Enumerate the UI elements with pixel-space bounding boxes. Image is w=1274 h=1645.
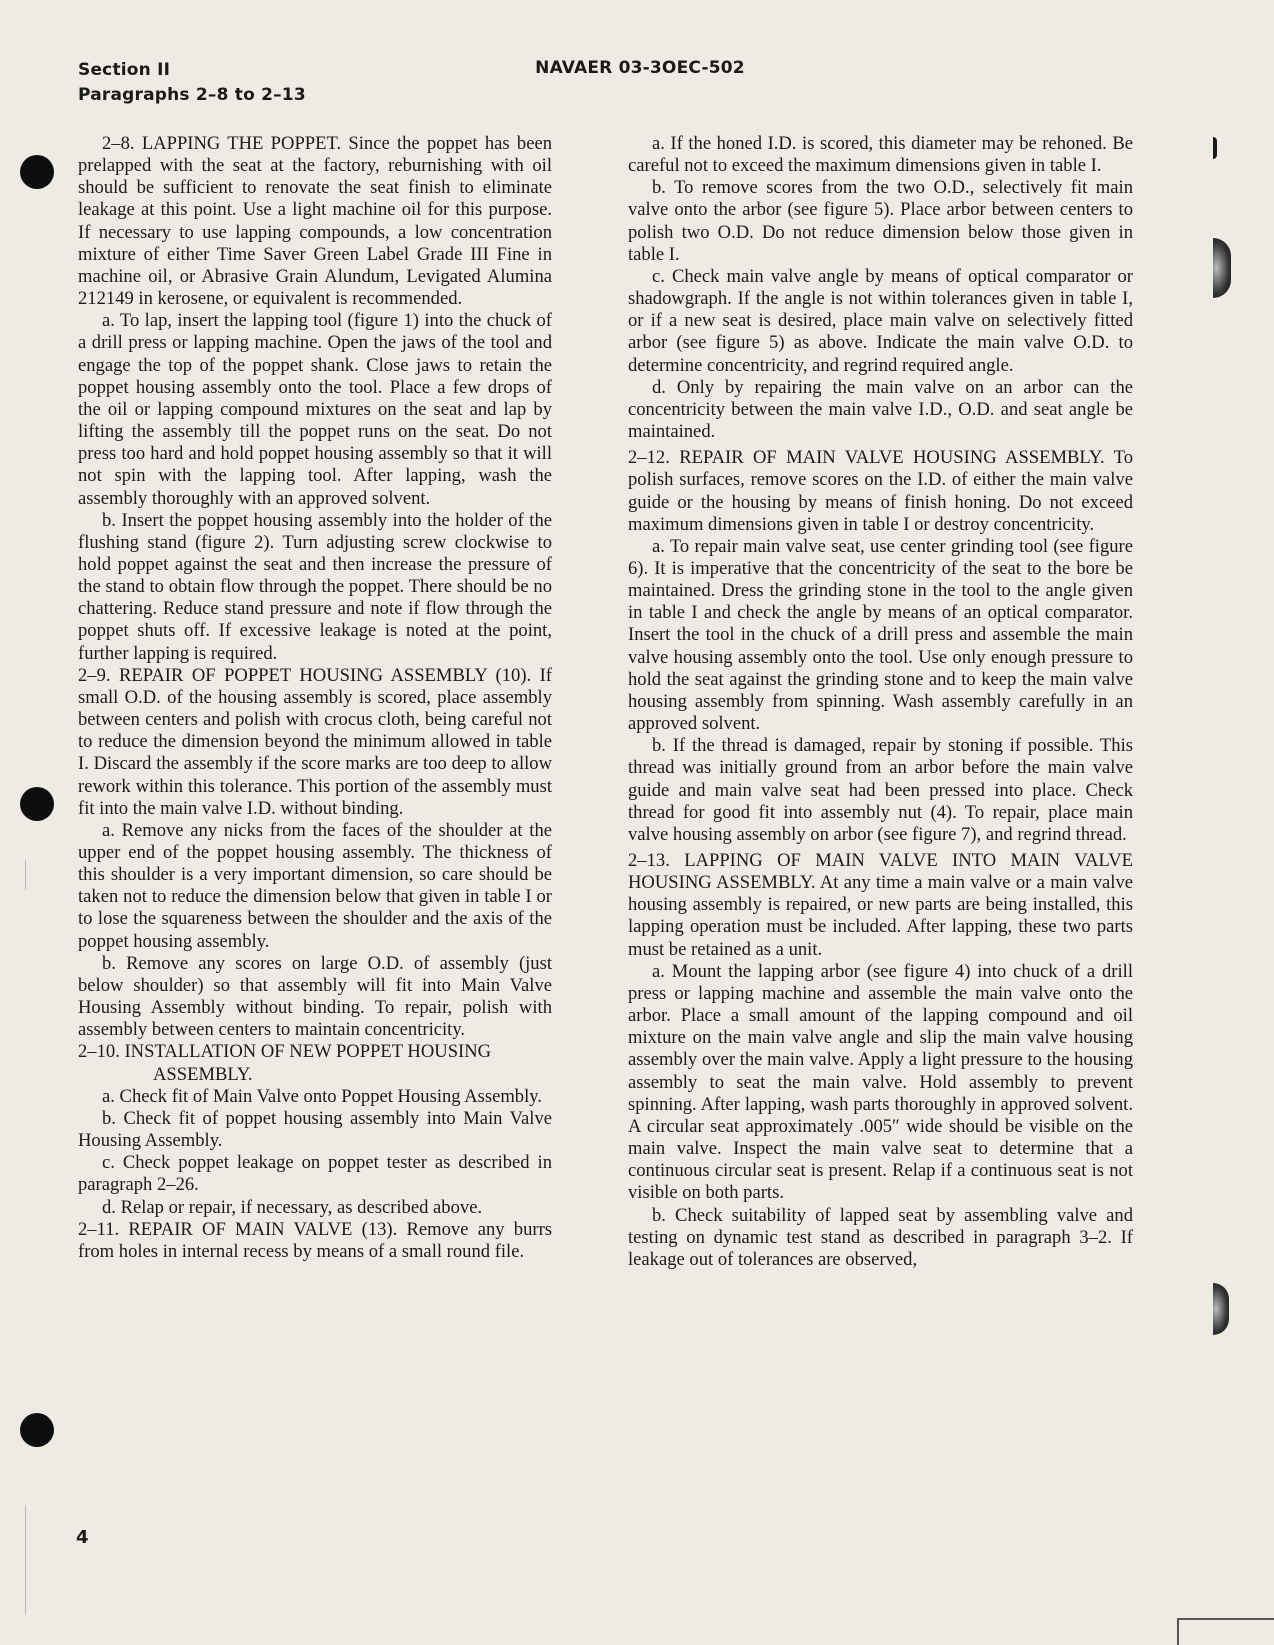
paragraph-2-8-b: b. Insert the poppet housing assembly into the holder of the flushing stand (figure 2). Turn adjusting screw clockwise to hold poppet against the seat and then increase the pressure of the stand to obtain flow through the poppet. There should be no chattering. Reduce stand pressure and note if flow through the poppet shuts off. If excessive leakage is noted at the point, further lapping is required. xyxy=(78,509,552,664)
paragraph-2-8-a: a. To lap, insert the lapping tool (figure 1) into the chuck of a drill press or lapping machine. Open the jaws of the tool and engage the top of the poppet shank. Close jaws to retain the poppet housing assembly onto the tool. Place a few drops of the oil or lapping compound mixtures on the seat and lap by lifting the assembly till the poppet runs on the seat. Do not press too hard and hold poppet housing assembly so that it will not spin with the lapping tool. After lapping, wash the assembly thoroughly with an approved solvent. xyxy=(78,310,552,509)
paragraph-2-11-d: d. Only by repairing the main valve on an arbor can the concentricity between the main valve I.D., O.D. and seat angle be maintained. xyxy=(628,376,1133,443)
paragraph-2-10-c: c. Check poppet leakage on poppet tester as described in paragraph 2–26. xyxy=(78,1152,552,1196)
section-title: Section II xyxy=(78,60,171,80)
right-column xyxy=(628,133,1133,1271)
paragraph-2-11-a: a. If the honed I.D. is scored, this diameter may be rehoned. Be careful not to exceed the maximum dimensions given in table I. xyxy=(628,133,1133,177)
page-number: 4 xyxy=(76,1527,89,1548)
margin-line xyxy=(25,860,26,890)
paragraph-2-12: 2–12. REPAIR OF MAIN VALVE HOUSING ASSEMBLY. To polish surfaces, remove scores on the I.D. of either the main valve guide or the housing by means of finish honing. Do not exceed maximum dimensions given in table I or destroy concentricity. xyxy=(628,447,1133,535)
paragraph-2-10-a: a. Check fit of Main Valve onto Poppet Housing Assembly. xyxy=(102,1085,543,1107)
paragraph-2-12-b: b. If the thread is damaged, repair by stoning if possible. This thread was initially ground from an arbor before the main valve guide and main valve seat had been pressed into place. Check thread for good fit into assembly nut (4). To repair, place main valve housing assembly on arbor (see figure 7), and regrind thread. xyxy=(628,735,1133,845)
punch-mark-icon xyxy=(1213,1283,1229,1335)
paragraph-2-12-a: a. To repair main valve seat, use center grinding tool (see figure 6). It is imperative that the concentricity of the seat to the bore be maintained. Dress the grinding stone in the tool to the angle given in table I and check the angle by means of an optical comparator. Insert the tool in the chuck of a drill press and assemble the main valve housing assembly onto the tool. Use only enough pressure to hold the seat against the grinding stone and to keep the main valve housing assembly from spinning. Wash assembly carefully in an approved solvent. xyxy=(628,535,1133,735)
section-header xyxy=(78,58,306,108)
punch-mark-icon xyxy=(1213,238,1231,298)
document-number: NAVAER 03-3OEC-502 xyxy=(535,58,745,78)
paragraph-2-9: 2–9. REPAIR OF POPPET HOUSING ASSEMBLY (10). If small O.D. of the housing assembly is scored, place assembly between centers and polish with crocus cloth, being careful not to reduce the dimension beyond the minimum allowed in table I. Discard the assembly if the score marks are too deep to allow rework within this tolerance. This portion of the assembly must fit into the main valve I.D. without binding. xyxy=(78,664,552,819)
paragraph-2-11-b: b. To remove scores from the two O.D., selectively fit main valve onto the arbor (see figure 5). Place arbor between centers to polish two O.D. Do not reduce dimension below those given in table I. xyxy=(628,177,1133,265)
paragraph-2-13: 2–13. LAPPING OF MAIN VALVE INTO MAIN VALVE HOUSING ASSEMBLY. At any time a main valve or a main valve housing assembly is repaired, or new parts are being installed, this lapping operation must be included. After lapping, these two parts must be retained as a unit. xyxy=(628,850,1133,960)
paragraph-2-13-b: b. Check suitability of lapped seat by assembling valve and testing on dynamic test stand as described in paragraph 3–2. If leakage out of tolerances are observed, xyxy=(628,1204,1133,1270)
margin-line xyxy=(25,1505,26,1615)
heading-2-10: 2–10. INSTALLATION OF NEW POPPET HOUSING ASSEMBLY. xyxy=(78,1041,492,1085)
punch-mark-icon xyxy=(1213,137,1217,159)
paragraph-2-9-a: a. Remove any nicks from the faces of the shoulder at the upper end of the poppet housing assembly. The thickness of this shoulder is a very important dimension, so care should be taken not to reduce the dimension below that given in table I or to lose the squareness between the shoulder and the axis of the poppet housing assembly. xyxy=(78,819,552,952)
paragraph-2-9-b: b. Remove any scores on large O.D. of assembly (just below shoulder) so that assembly will fit into Main Valve Housing Assembly without binding. To repair, polish with assembly between centers to maintain concentricity. xyxy=(78,952,552,1041)
paragraph-2-8: 2–8. LAPPING THE POPPET. Since the poppet has been prelapped with the seat at the factory, reburnishing with oil should be sufficient to renovate the seat finish to eliminate leakage at this point. Use a light machine oil for this purpose. If necessary to use lapping compounds, a low concentration mixture of either Time Saver Green Label Grade III Fine in machine oil, or Abrasive Grain Alundum, Levigated Alumina 212149 in kerosene, or equivalent is recommended. xyxy=(78,133,552,310)
paragraph-2-11: 2–11. REPAIR OF MAIN VALVE (13). Remove any burrs from holes in internal recess by means of a small round file. xyxy=(78,1218,552,1262)
binder-hole-icon xyxy=(20,1413,54,1447)
left-column xyxy=(78,133,552,1263)
paragraph-range: Paragraphs 2–8 to 2–13 xyxy=(78,85,306,105)
binder-hole-icon xyxy=(20,787,54,821)
paragraph-2-13-a: a. Mount the lapping arbor (see figure 4) into chuck of a drill press or lapping machine and assemble the main valve onto the arbor. Place a small amount of the lapping compound and oil mixture on the main valve angle and slip the main valve housing assembly over the main valve. Apply a light pressure to the housing assembly to seat the main valve. Hold assembly to prevent spinning. After lapping, wash parts thoroughly in approved solvent. A circular seat approximately .005″ wide should be visible on the main valve. Inspect the main valve seat to determine that a continuous circular seat is present. Relap if a continuous seat is not visible on both parts. xyxy=(628,960,1133,1204)
paragraph-2-11-c: c. Check main valve angle by means of optical comparator or shadowgraph. If the angle is not within tolerances given in table I, or if a new seat is desired, place main valve on selectively fitted arbor (see figure 5) as above. Indicate the main valve O.D. to determine concentricity, and regrind required angle. xyxy=(628,265,1133,376)
binder-hole-icon xyxy=(20,155,54,189)
page-corner-mark xyxy=(1177,1618,1274,1645)
paragraph-2-10-d: d. Relap or repair, if necessary, as described above. xyxy=(102,1196,483,1218)
paragraph-2-10-b: b. Check fit of poppet housing assembly into Main Valve Housing Assembly. xyxy=(78,1107,552,1152)
